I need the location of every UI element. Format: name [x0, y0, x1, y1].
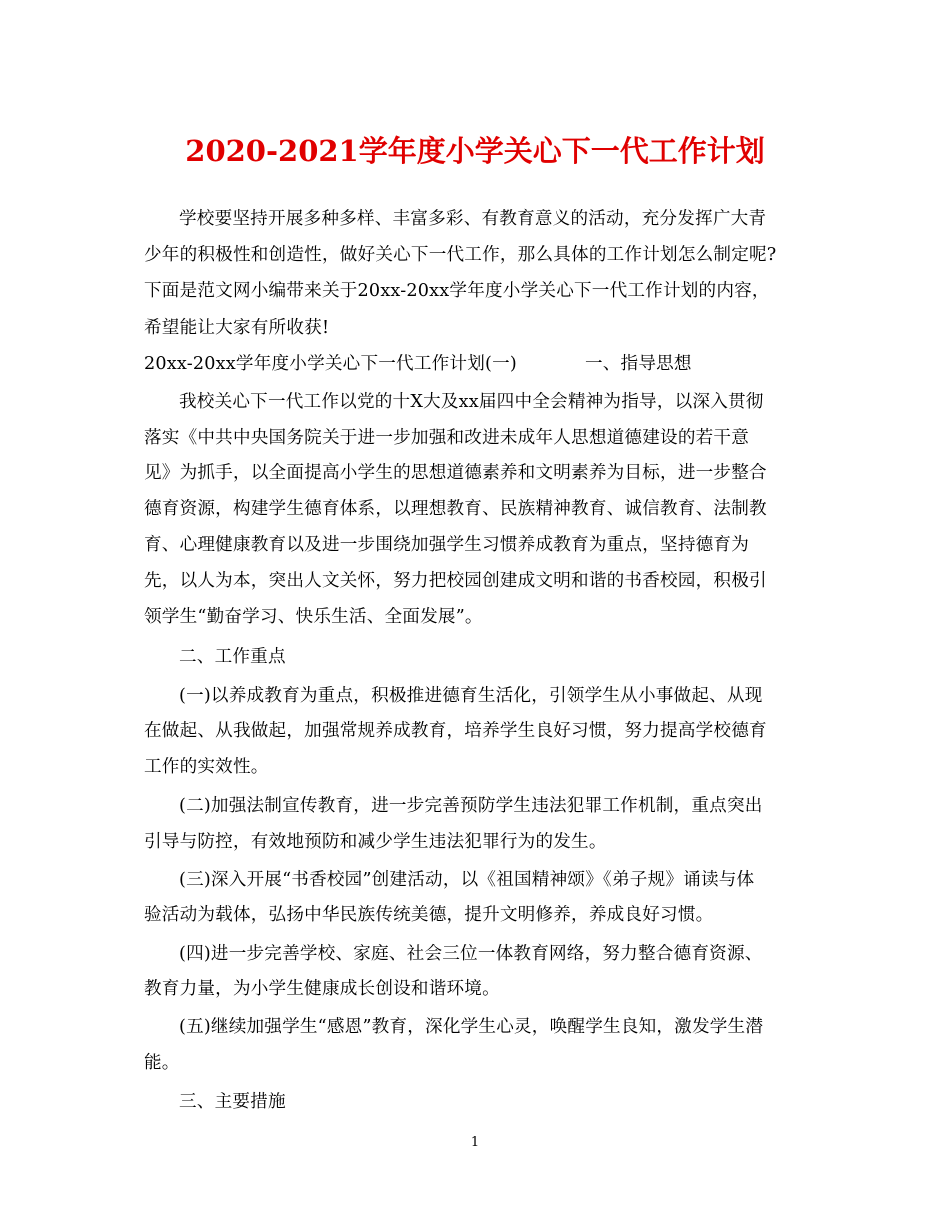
guiding-line: 领学生“勤奋学习、快乐生活、全面发展”。 [144, 607, 483, 627]
intro-line: 下面是范文网小编带来关于20xx-20xx学年度小学关心下一代工作计划的内容， [144, 281, 770, 301]
document-title: 2020-2021学年度小学关心下一代工作计划 [185, 134, 765, 168]
focus-point-4-line: (四)进一步完善学校、家庭、社会三位一体教育网络，努力整合德育资源、 [179, 944, 763, 964]
intro-line: 学校要坚持开展多种多样、丰富多彩、有教育意义的活动，充分发挥广大青 [179, 209, 767, 229]
plan-heading: 20xx-20xx学年度小学关心下一代工作计划(一) [144, 354, 517, 374]
section-heading-measures: 三、主要措施 [179, 1092, 286, 1112]
focus-point-5-line: (五)继续加强学生“感恩”教育，深化学生心灵，唤醒学生良知，激发学生潜 [179, 1017, 764, 1037]
guiding-line: 落实《中共中央国务院关于进一步加强和改进未成年人思想道德建设的若干意 [144, 428, 749, 448]
intro-line: 希望能让大家有所收获! [144, 318, 330, 338]
focus-point-4-line: 教育力量，为小学生健康成长创设和谐环境。 [144, 979, 500, 999]
focus-point-3-line: 验活动为载体，弘扬中华民族传统美德，提升文明修养，养成良好习惯。 [144, 905, 714, 925]
guiding-line: 见》为抓手，以全面提高小学生的思想道德素养和文明素养为目标，进一步整合 [144, 463, 767, 483]
guiding-line: 我校关心下一代工作以党的十X大及xx届四中全会精神为指导，以深入贯彻 [179, 392, 764, 412]
guiding-line: 育、心理健康教育以及进一步围绕加强学生习惯养成教育为重点，坚持德育为 [144, 535, 749, 555]
focus-point-5-line: 能。 [144, 1053, 180, 1073]
focus-point-2-line: (二)加强法制宣传教育，进一步完善预防学生违法犯罪工作机制，重点突出 [179, 796, 763, 816]
section-heading-focus: 二、工作重点 [179, 647, 286, 667]
focus-point-2-line: 引导与防控，有效地预防和减少学生违法犯罪行为的发生。 [144, 832, 607, 852]
focus-point-1-line: (一)以养成教育为重点，积极推进德育生活化，引领学生从小事做起、从现 [179, 686, 763, 706]
guiding-line: 先，以人为本，突出人文关怀，努力把校园创建成文明和谐的书香校园，积极引 [144, 571, 767, 591]
page-number: 1 [470, 1135, 480, 1150]
focus-point-1-line: 在做起、从我做起，加强常规养成教育，培养学生良好习惯，努力提高学校德育 [144, 721, 767, 741]
guiding-line: 德育资源，构建学生德育体系，以理想教育、民族精神教育、诚信教育、法制教 [144, 499, 767, 519]
section-heading-guiding: 一、指导思想 [584, 354, 692, 374]
focus-point-1-line: 工作的实效性。 [144, 757, 269, 777]
plan-heading-line [144, 352, 692, 376]
intro-line: 少年的积极性和创造性，做好关心下一代工作，那么具体的工作计划怎么制定呢? [144, 245, 777, 265]
focus-point-3-line: (三)深入开展“书香校园”创建活动，以《祖国精神颂》《弟子规》诵读与体 [179, 870, 755, 890]
